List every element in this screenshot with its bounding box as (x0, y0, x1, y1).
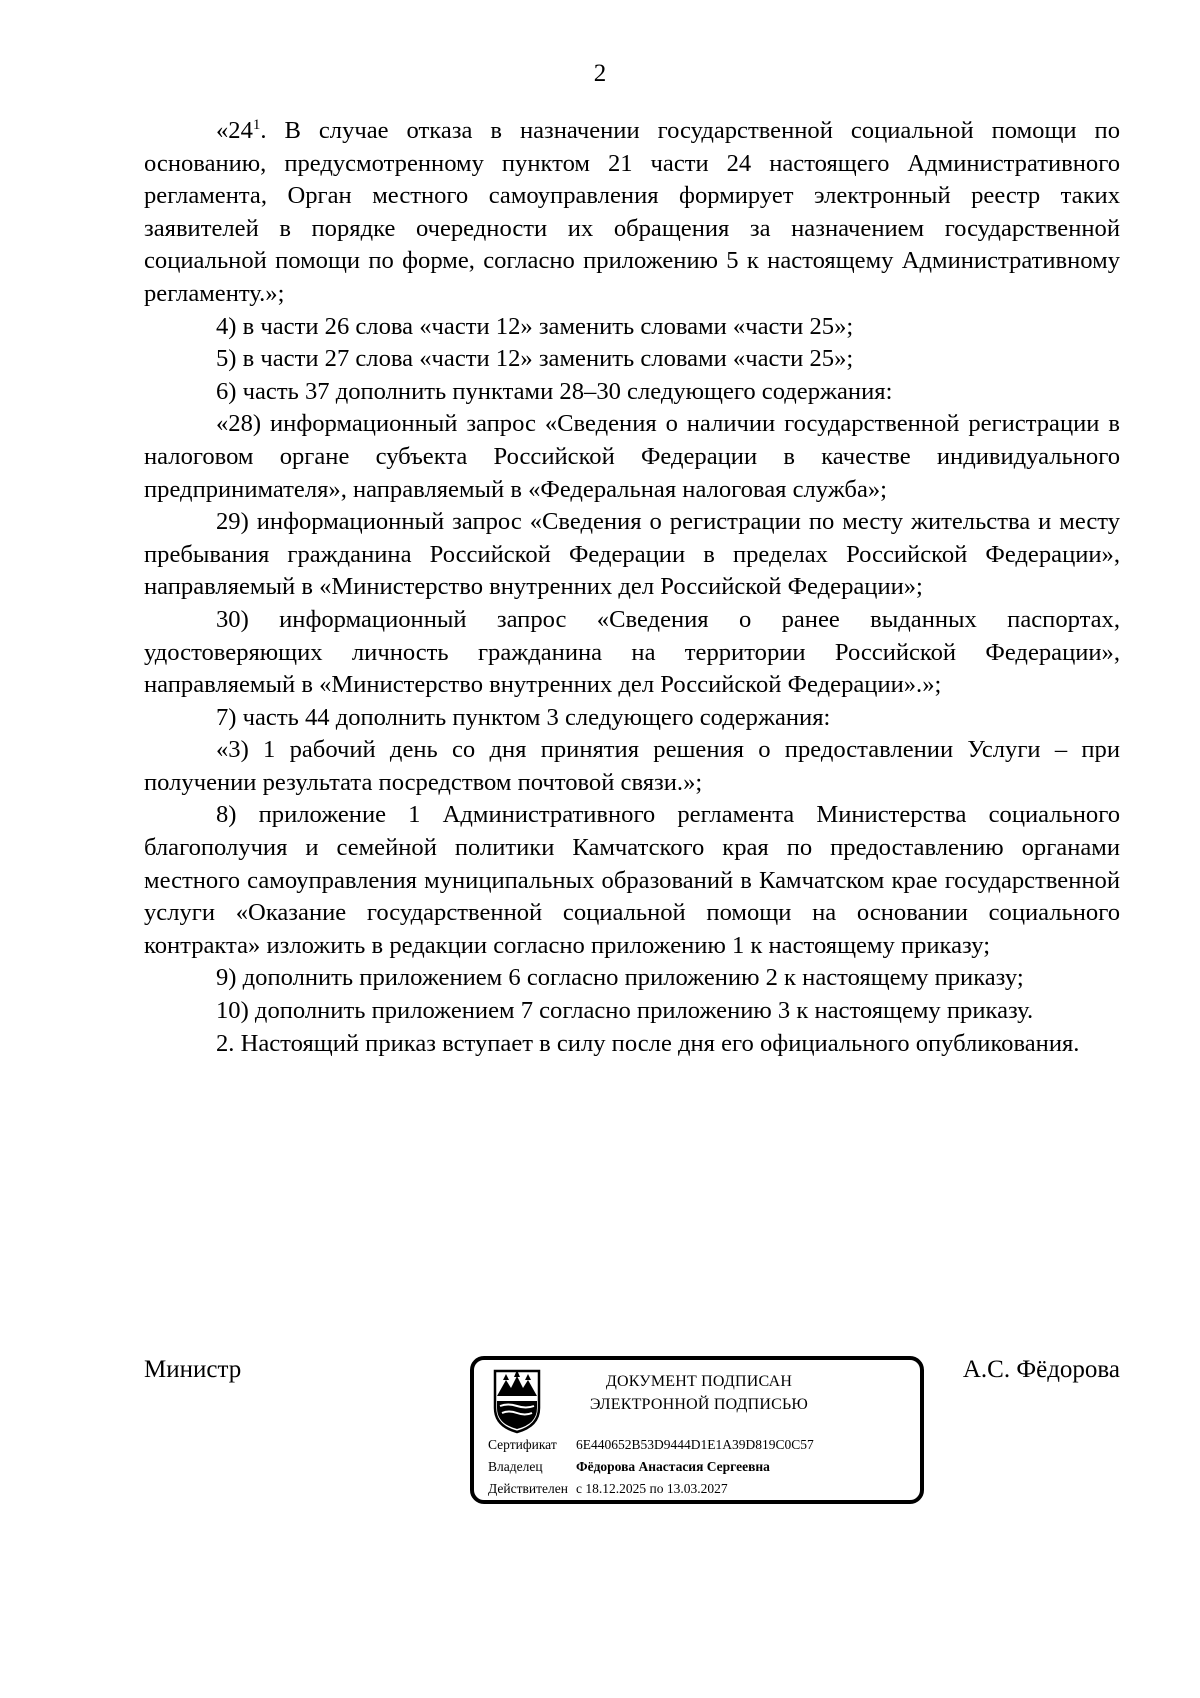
stamp-title-line: ДОКУМЕНТ ПОДПИСАН (605, 1373, 793, 1390)
paragraph-subitem-30: 30) информационный запрос «Сведения о ранее выданных паспортах, удостоверяющих личность гражданина на территории Российской Федерации», направляемый в «Министерство внутренних дел Российской Федерации».»; (144, 605, 1120, 699)
kamchatka-coat-of-arms-icon (492, 1368, 542, 1434)
paragraph-clause-2: 2. Настоящий приказ вступает в силу после дня его официального опубликования. (216, 1029, 1080, 1057)
paragraph-item-8: 8) приложение 1 Административного регламента Министерства социального благополучия и семейной политики Камчатского края по предоставлению органами местного самоуправления муниципальных образований в Камчатском крае государственной услуги «Оказание государственной социальной помощи на основании социального контракта» изложить в редакции согласно приложению 1 к настоящему приказу; (144, 801, 1120, 959)
signatory-name: А.С. Фёдорова (962, 1356, 1120, 1383)
paragraph-subitem-29: 29) информационный запрос «Сведения о регистрации по месту жительства и месту пребывания гражданина Российской Федерации в пределах Российской Федерации», направляемый в «Министерство внутренних дел Российской Федерации»; (144, 508, 1120, 601)
validity-value: с 18.12.2025 по 13.03.2027 (576, 1481, 728, 1496)
superscript-index: 1 (252, 117, 261, 133)
paragraph-24-1 (144, 115, 1120, 311)
validity-row (488, 1480, 728, 1498)
paragraph-prefix: «24 (216, 117, 253, 144)
paragraph-item-7: 7) часть 44 дополнить пунктом 3 следующего содержания: (216, 703, 831, 731)
paragraph-text: . В случае отказа в назначении государственной социальной помощи по основанию, предусмотренному пунктом 21 части 24 настоящего Административного регламента, Орган местного самоуправления формирует электронный реестр таких заявителей в порядке очередности их обращения за назначением государственной социальной помощи по форме, согласно приложению 5 к настоящему Административному регламенту.»; (144, 117, 1120, 307)
paragraph-item-9: 9) дополнить приложением 6 согласно приложению 2 к настоящему приказу; (216, 964, 1024, 992)
paragraph-subitem-3: «3) 1 рабочий день со дня принятия решения о предоставлении Услуги – при получении результата посредством почтовой связи.»; (144, 736, 1120, 796)
certificate-label: Сертификат (488, 1437, 557, 1452)
stamp-title-line: ЭЛЕКТРОННОЙ ПОДПИСЬЮ (589, 1396, 809, 1413)
paragraph-item-6: 6) часть 37 дополнить пунктами 28–30 следующего содержания: (216, 377, 893, 405)
electronic-signature-stamp (470, 1356, 924, 1504)
paragraph-item-10: 10) дополнить приложением 7 согласно приложению 3 к настоящему приказу. (216, 997, 1034, 1025)
stamp-title (564, 1370, 834, 1416)
page-number: 2 (593, 60, 607, 87)
owner-value: Фёдорова Анастасия Сергеевна (576, 1459, 770, 1474)
owner-label: Владелец (488, 1459, 543, 1474)
certificate-row (488, 1436, 814, 1454)
owner-row (488, 1458, 770, 1476)
signatory-title: Министр (144, 1356, 242, 1383)
paragraph-subitem-28: «28) информационный запрос «Сведения о наличии государственной регистрации в налоговом органе субъекта Российской Федерации в качестве индивидуального предпринимателя», направляемый в «Федеральная налоговая служба»; (144, 410, 1120, 503)
certificate-value: 6E440652B53D9444D1E1A39D819C0C57 (576, 1437, 814, 1452)
document-body (144, 115, 1120, 1060)
paragraph-item-4: 4) в части 26 слова «части 12» заменить словами «части 25»; (216, 312, 854, 340)
validity-label: Действителен (488, 1481, 568, 1496)
paragraph-item-5: 5) в части 27 слова «части 12» заменить словами «части 25»; (216, 345, 854, 373)
